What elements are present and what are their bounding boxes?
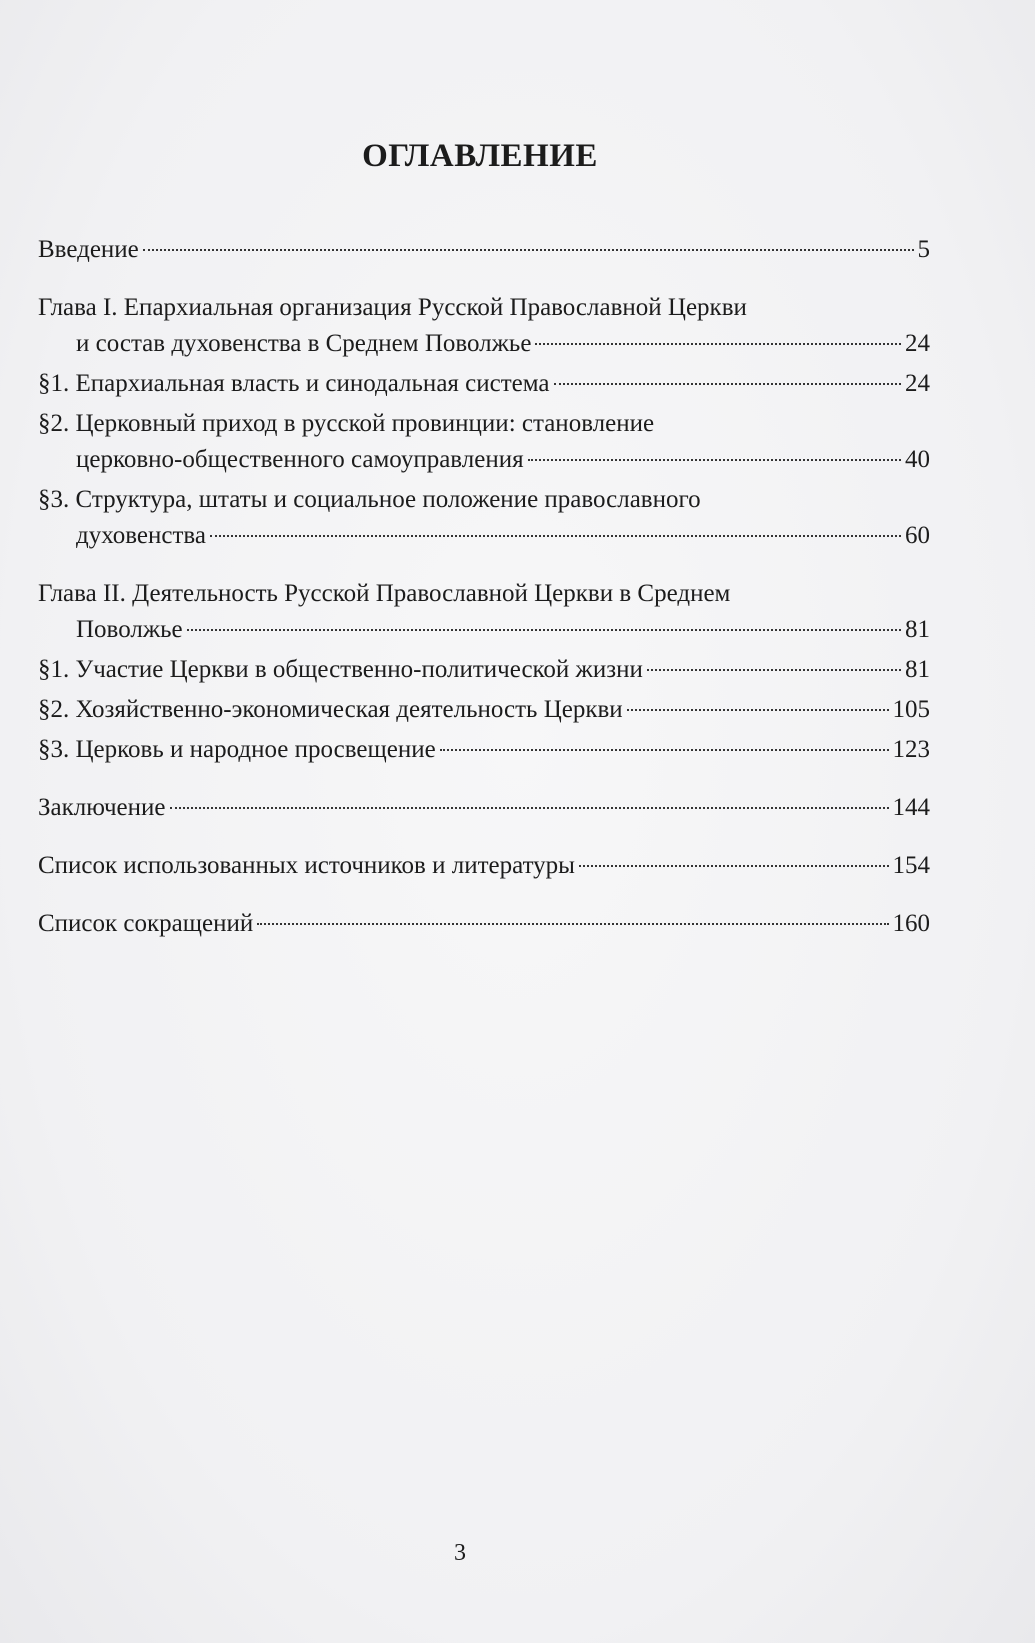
toc-page-number: 24: [905, 370, 930, 397]
toc-page-number: 40: [905, 446, 930, 473]
toc-entry-label: Список сокращений: [38, 910, 254, 937]
toc-page-number: 81: [905, 656, 930, 683]
toc-page-number: 154: [892, 852, 930, 879]
toc-page-number: 105: [892, 696, 930, 723]
dot-leader: [579, 865, 889, 867]
dot-leader: [554, 383, 902, 385]
page-title: ОГЛАВЛЕНИЕ: [362, 138, 598, 174]
toc-page-number: 160: [892, 910, 930, 937]
dot-leader: [647, 669, 901, 671]
toc-entry-label: §3. Структура, штаты и социальное положение православного: [38, 486, 701, 513]
dot-leader: [528, 459, 901, 461]
toc-entry-label-continued: духовенства: [76, 522, 206, 549]
dot-leader: [535, 343, 901, 345]
toc-entry-label: Введение: [38, 236, 139, 263]
toc-page-number: 81: [905, 616, 930, 643]
toc-entry-chapter-2[interactable]: [38, 576, 930, 648]
toc-entry-section-1-3[interactable]: [38, 482, 930, 554]
toc-entry-abbreviations[interactable]: [38, 906, 930, 942]
toc-entry-label: §3. Церковь и народное просвещение: [38, 736, 436, 763]
dot-leader: [187, 629, 901, 631]
toc-page-number: 24: [905, 330, 930, 357]
toc-entry-label-continued: и состав духовенства в Среднем Поволжье: [76, 330, 532, 357]
toc-entry-introduction[interactable]: [38, 232, 930, 268]
toc-page-number: 144: [892, 794, 930, 821]
toc-entry-label: Глава I. Епархиальная организация Русской Православной Церкви: [38, 294, 747, 321]
toc-entry-label: Глава II. Деятельность Русской Православной Церкви в Среднем: [38, 580, 731, 607]
dot-leader: [143, 249, 914, 251]
table-of-contents: [38, 232, 930, 942]
dot-leader: [257, 923, 888, 925]
dot-leader: [627, 709, 889, 711]
toc-entry-label: Заключение: [38, 794, 166, 821]
toc-entry-section-1-2[interactable]: [38, 406, 930, 478]
toc-entry-label: §2. Церковный приход в русской провинции: становление: [38, 410, 655, 437]
toc-entry-section-2-3[interactable]: [38, 732, 930, 768]
toc-entry-label-continued: церковно-общественного самоуправления: [76, 446, 524, 473]
toc-page-number: 123: [892, 736, 930, 763]
toc-page-number: 60: [905, 522, 930, 549]
toc-page-number: 5: [917, 236, 930, 263]
toc-entry-section-1-1[interactable]: [38, 366, 930, 402]
toc-entry-label: §1. Участие Церкви в общественно-политической жизни: [38, 656, 643, 683]
toc-entry-chapter-1[interactable]: [38, 290, 930, 362]
dot-leader: [170, 807, 889, 809]
toc-entry-label: §2. Хозяйственно-экономическая деятельность Церкви: [38, 696, 623, 723]
toc-entry-label-continued: Поволжье: [76, 616, 183, 643]
toc-entry-section-2-2[interactable]: [38, 692, 930, 728]
toc-entry-label: Список использованных источников и литературы: [38, 852, 575, 879]
dot-leader: [210, 535, 901, 537]
toc-entry-section-2-1[interactable]: [38, 652, 930, 688]
toc-entry-conclusion[interactable]: [38, 790, 930, 826]
dot-leader: [440, 749, 889, 751]
toc-entry-label: §1. Епархиальная власть и синодальная система: [38, 370, 550, 397]
page-number: 3: [454, 1540, 466, 1566]
toc-entry-sources[interactable]: [38, 848, 930, 884]
